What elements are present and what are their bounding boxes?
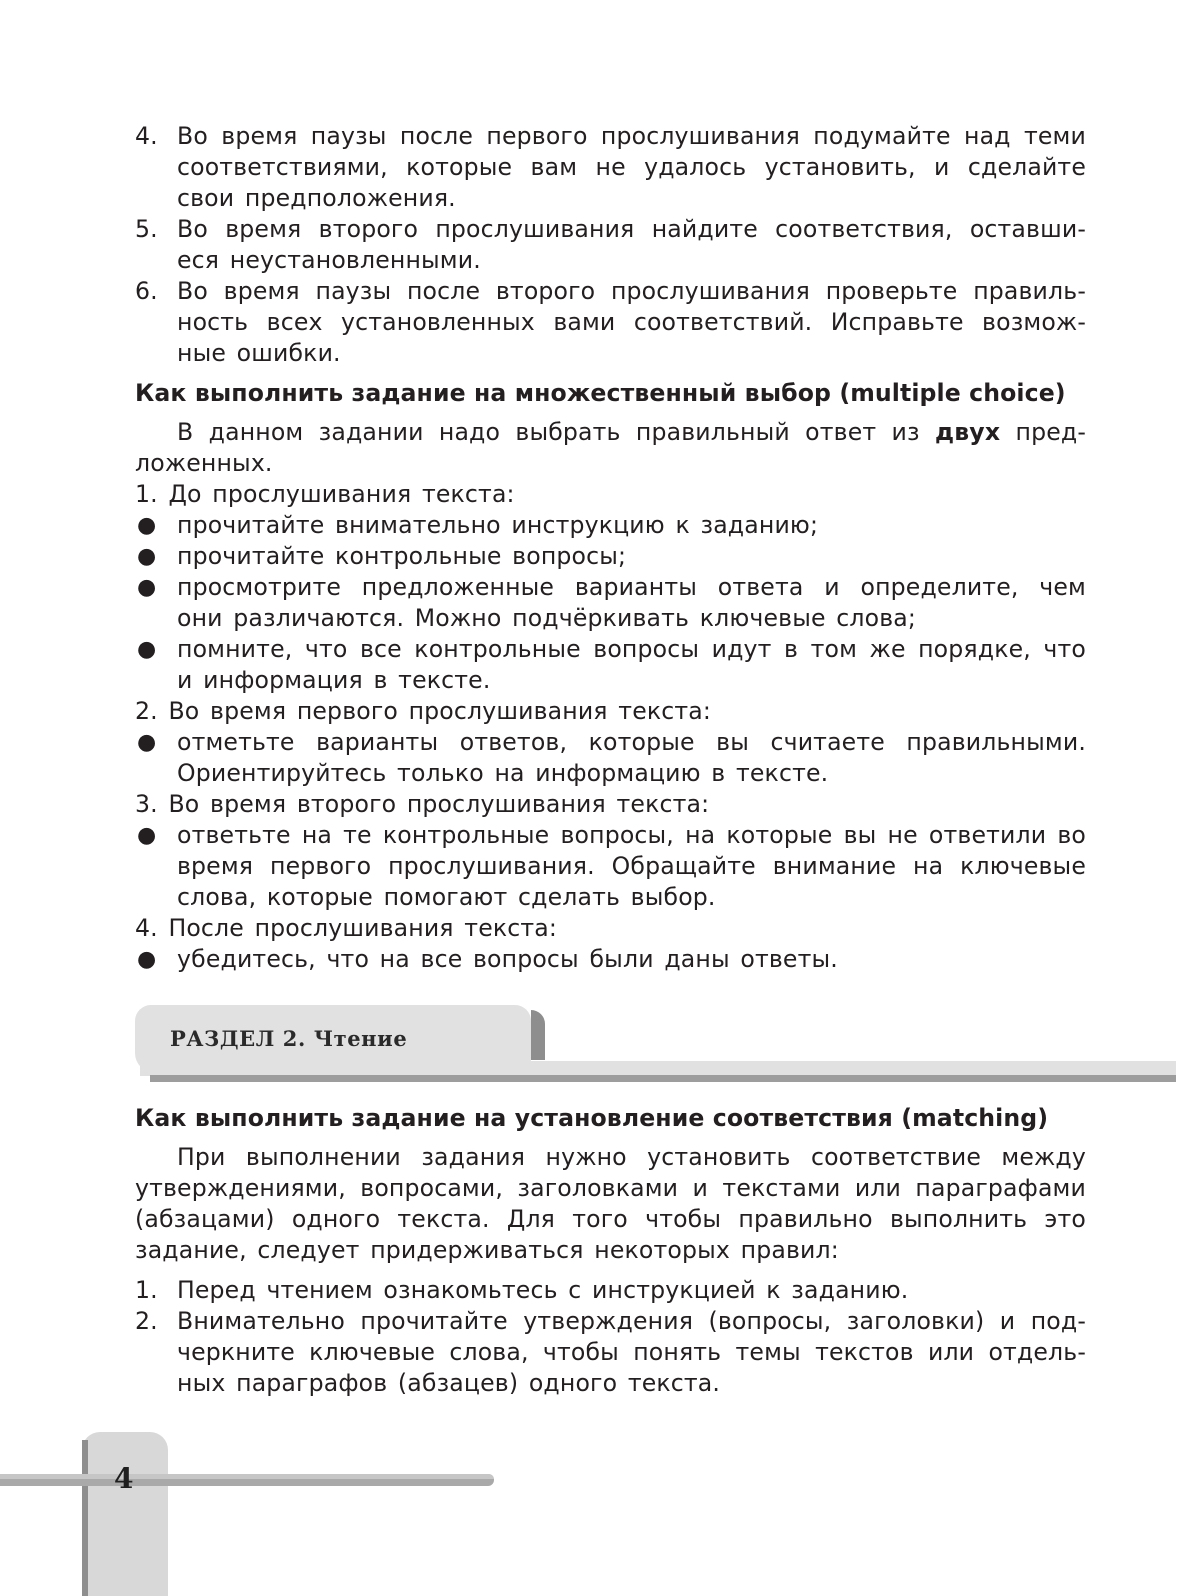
text-line: Внимательно прочитайте утверждения (вопросы, заголовки) и под- xyxy=(177,1307,1086,1335)
item-number: 1. xyxy=(135,1276,158,1304)
step-heading: 1. До прослушивания текста: xyxy=(135,480,515,508)
text-line: Во время паузы после второго прослушивания проверьте правиль- xyxy=(177,277,1086,305)
spacer xyxy=(135,369,1086,378)
text-line: Перед чтением ознакомьтесь с инструкцией к заданию. xyxy=(177,1276,909,1304)
multiple-choice-section xyxy=(135,378,1086,975)
bullet-icon: ● xyxy=(137,544,157,569)
section-title: РАЗДЕЛ 2. Чтение xyxy=(170,1026,408,1051)
intro-text: В данном задании надо выбрать правильный ответ из xyxy=(177,418,936,446)
text-line: прочитайте контрольные вопросы; xyxy=(177,542,627,570)
page-tab-edge xyxy=(82,1440,88,1596)
text-line: прочитайте внимательно инструкцию к заданию; xyxy=(177,511,819,539)
bullet-item xyxy=(135,820,1086,913)
text-line: ные ошибки. xyxy=(177,339,341,367)
bullet-item xyxy=(135,727,1086,789)
list-item xyxy=(135,1275,1086,1306)
text-line: слова, которые помогают сделать выбор. xyxy=(177,883,716,911)
spacer xyxy=(135,409,1086,417)
section-divider-shadow xyxy=(150,1075,1176,1082)
list-item xyxy=(135,1306,1086,1399)
text-line: ность всех установленных вами соответствий. Исправьте возмож- xyxy=(177,308,1086,336)
text-line: и информация в тексте. xyxy=(177,666,491,694)
page-number: 4 xyxy=(114,1462,134,1495)
text-line: время первого прослушивания. Обращайте внимание на ключевые xyxy=(177,852,1086,880)
bullet-item xyxy=(135,510,1086,541)
bullet-icon: ● xyxy=(137,947,157,972)
text-line: Ориентируйтесь только на информацию в тексте. xyxy=(177,759,829,787)
emphasis-word: двух xyxy=(935,418,1001,446)
text-line: ных параграфов (абзацев) одного текста. xyxy=(177,1369,721,1397)
listening-steps xyxy=(135,121,1086,369)
list-item xyxy=(135,214,1086,276)
bullet-icon: ● xyxy=(137,513,157,538)
item-number: 5. xyxy=(135,215,158,243)
section-heading: Как выполнить задание на множественный выбор (multiple choice) xyxy=(135,379,1066,407)
spacer xyxy=(135,1266,1086,1275)
text-line: убедитесь, что на все вопросы были даны ответы. xyxy=(177,945,838,973)
text-line: (абзацами) одного текста. Для того чтобы правильно выполнить это xyxy=(135,1205,1086,1233)
intro-paragraph xyxy=(135,417,1086,479)
bullet-item xyxy=(135,541,1086,572)
text-line: черкните ключевые слова, чтобы понять темы текстов или отдель- xyxy=(177,1338,1086,1366)
step-heading: 3. Во время второго прослушивания текста: xyxy=(135,790,710,818)
text-line: ответьте на те контрольные вопросы, на которые вы не ответили во xyxy=(177,821,1086,849)
bullet-icon: ● xyxy=(137,823,157,848)
text-line: они различаются. Можно подчёркивать ключевые слова; xyxy=(177,604,917,632)
text-line: Во время второго прослушивания найдите соответствия, оставши- xyxy=(177,215,1086,243)
section-tab-shadow xyxy=(531,1010,545,1060)
intro-paragraph xyxy=(135,1142,1086,1266)
bullet-icon: ● xyxy=(137,730,157,755)
text-line: Во время паузы после первого прослушивания подумайте над теми xyxy=(177,122,1086,150)
item-number: 6. xyxy=(135,277,158,305)
section-heading: Как выполнить задание на установление соответствия (matching) xyxy=(135,1104,1049,1132)
bullet-icon: ● xyxy=(137,637,157,662)
step-heading: 4. После прослушивания текста: xyxy=(135,914,557,942)
spacer xyxy=(135,1134,1086,1142)
listening-section-continued xyxy=(135,121,1086,975)
step-heading: 2. Во время первого прослушивания текста: xyxy=(135,697,711,725)
item-number: 2. xyxy=(135,1307,158,1335)
bullet-item xyxy=(135,634,1086,696)
text-line: соответствиями, которые вам не удалось установить, и сделайте xyxy=(177,153,1086,181)
text-line: При выполнении задания нужно установить соответствие между xyxy=(177,1143,1086,1171)
text-line: ложенных. xyxy=(135,449,273,477)
text-line: просмотрите предложенные варианты ответа и определите, чем xyxy=(177,573,1086,601)
text-line: задание, следует придерживаться некоторых правил: xyxy=(135,1236,839,1264)
text-line xyxy=(135,417,1086,448)
matching-section xyxy=(135,1103,1086,1399)
footer-divider-highlight xyxy=(0,1474,494,1479)
intro-text: пред- xyxy=(1000,418,1086,446)
bullet-item xyxy=(135,572,1086,634)
text-line: свои предположения. xyxy=(177,184,456,212)
item-number: 4. xyxy=(135,122,158,150)
list-item xyxy=(135,276,1086,369)
list-item xyxy=(135,121,1086,214)
text-line: утверждениями, вопросами, заголовками и текстами или параграфами xyxy=(135,1174,1086,1202)
text-line: еся неустановленными. xyxy=(177,246,481,274)
text-line: помните, что все контрольные вопросы идут в том же порядке, что xyxy=(177,635,1086,663)
page-tab xyxy=(82,1432,168,1596)
bullet-icon: ● xyxy=(137,575,157,600)
text-line: отметьте варианты ответов, которые вы считаете правильными. xyxy=(177,728,1086,756)
bullet-item xyxy=(135,944,1086,975)
